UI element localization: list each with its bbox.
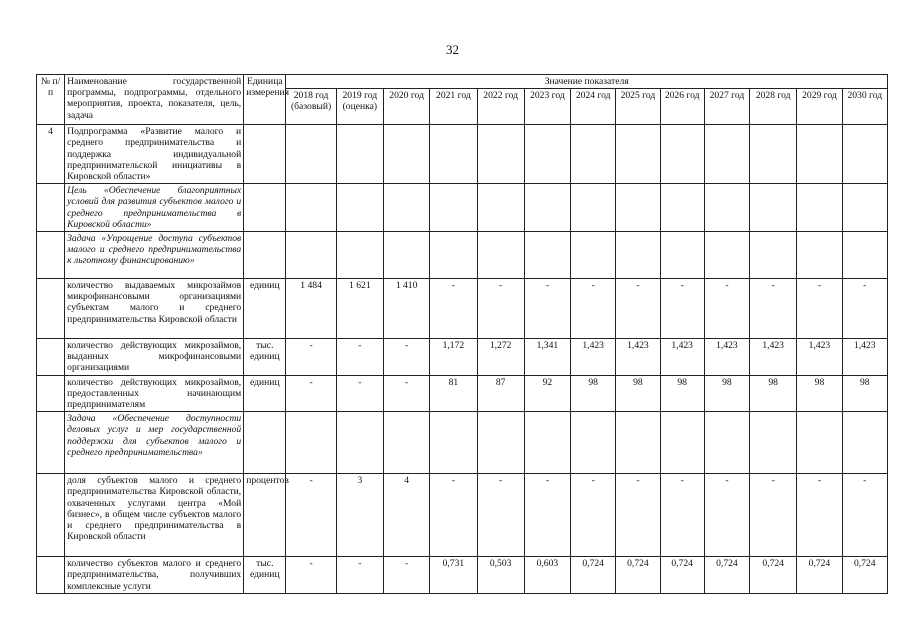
value-cell: - xyxy=(430,279,477,339)
value-cell: - xyxy=(750,474,797,557)
value-cell xyxy=(842,184,887,232)
value-cell: 98 xyxy=(616,375,660,412)
row-number xyxy=(37,474,65,557)
row-number: 4 xyxy=(37,125,65,184)
table-row xyxy=(37,232,888,279)
value-cell xyxy=(524,184,570,232)
value-cell xyxy=(660,412,704,474)
value-cell: 92 xyxy=(524,375,570,412)
value-cell: 1,423 xyxy=(660,339,704,376)
value-cell: 1,341 xyxy=(524,339,570,376)
value-cell: - xyxy=(571,279,616,339)
header-num: № п/п xyxy=(37,75,65,125)
value-cell: 1,423 xyxy=(750,339,797,376)
header-year: 2029 год xyxy=(797,89,842,125)
row-name: Подпрограмма «Развитие малого и среднего предпринимательства и поддержка индивидуальной предпринимательской инициативы в Кировской области» xyxy=(65,125,244,184)
row-unit xyxy=(244,232,286,279)
value-cell xyxy=(616,412,660,474)
row-name: доля субъектов малого и среднего предпринимательства Кировской области, охваченных услугами центра «Мой бизнес», в общем числе субъектов малого и среднего предпринимательства в Кировской области xyxy=(65,474,244,557)
value-cell xyxy=(797,125,842,184)
value-cell xyxy=(383,125,429,184)
header-year: 2025 год xyxy=(616,89,660,125)
value-cell xyxy=(750,412,797,474)
row-name: Задача «Обеспечение доступности деловых услуг и мер государственной поддержки для субъектов малого и среднего предпринимательства» xyxy=(65,412,244,474)
value-cell xyxy=(704,232,749,279)
row-number xyxy=(37,232,65,279)
value-cell xyxy=(704,412,749,474)
table-row xyxy=(37,375,888,412)
value-cell: 81 xyxy=(430,375,477,412)
table-row xyxy=(37,474,888,557)
value-cell xyxy=(383,412,429,474)
value-cell xyxy=(797,412,842,474)
value-cell xyxy=(571,184,616,232)
value-cell xyxy=(750,232,797,279)
value-cell: 1,172 xyxy=(430,339,477,376)
value-cell xyxy=(842,412,887,474)
row-unit: единиц xyxy=(244,279,286,339)
value-cell: - xyxy=(842,474,887,557)
value-cell xyxy=(750,125,797,184)
value-cell: - xyxy=(286,339,336,376)
value-cell: 0,724 xyxy=(616,557,660,594)
value-cell: - xyxy=(430,474,477,557)
value-cell: 0,724 xyxy=(704,557,749,594)
value-cell xyxy=(477,184,524,232)
value-cell: - xyxy=(477,474,524,557)
value-cell xyxy=(660,125,704,184)
value-cell: - xyxy=(524,279,570,339)
value-cell xyxy=(524,412,570,474)
value-cell xyxy=(616,232,660,279)
value-cell: - xyxy=(383,339,429,376)
row-unit xyxy=(244,412,286,474)
page-number: 32 xyxy=(446,42,459,57)
value-cell: 1 410 xyxy=(383,279,429,339)
value-cell: 0,603 xyxy=(524,557,570,594)
value-cell xyxy=(616,125,660,184)
value-cell xyxy=(430,232,477,279)
value-cell: 98 xyxy=(660,375,704,412)
value-cell: 1,272 xyxy=(477,339,524,376)
value-cell: 1,423 xyxy=(616,339,660,376)
header-year: 2018 год (базовый) xyxy=(286,89,336,125)
value-cell: 0,724 xyxy=(842,557,887,594)
value-cell: 0,724 xyxy=(797,557,842,594)
value-cell xyxy=(430,184,477,232)
value-cell: - xyxy=(286,557,336,594)
row-number xyxy=(37,184,65,232)
value-cell: 87 xyxy=(477,375,524,412)
value-cell: - xyxy=(660,279,704,339)
value-cell: - xyxy=(750,279,797,339)
header-year: 2026 год xyxy=(660,89,704,125)
value-cell: - xyxy=(797,474,842,557)
header-values-span: Значение показателя xyxy=(286,75,888,89)
value-cell xyxy=(524,125,570,184)
row-name: Цель «Обеспечение благоприятных условий для развития субъектов малого и среднего предпринимательства в Кировской области» xyxy=(65,184,244,232)
row-name: количество действующих микрозаймов, выданных микрофинансовыми организациями xyxy=(65,339,244,376)
value-cell: 98 xyxy=(842,375,887,412)
row-unit: тыс. единиц xyxy=(244,557,286,594)
value-cell xyxy=(750,184,797,232)
header-unit: Единица измерения xyxy=(244,75,286,125)
header-year: 2021 год xyxy=(430,89,477,125)
value-cell xyxy=(477,412,524,474)
value-cell xyxy=(336,412,383,474)
value-cell: - xyxy=(524,474,570,557)
value-cell xyxy=(797,232,842,279)
value-cell xyxy=(704,184,749,232)
row-unit: тыс. единиц xyxy=(244,339,286,376)
value-cell: 1,423 xyxy=(571,339,616,376)
row-unit: единиц xyxy=(244,375,286,412)
value-cell: - xyxy=(336,375,383,412)
value-cell xyxy=(336,232,383,279)
value-cell xyxy=(571,125,616,184)
value-cell xyxy=(286,125,336,184)
value-cell: - xyxy=(477,279,524,339)
row-unit xyxy=(244,184,286,232)
row-name: количество выдаваемых микрозаймов микрофинансовыми организациями субъектам малого и среднего предпринимательства Кировской области xyxy=(65,279,244,339)
row-number xyxy=(37,412,65,474)
value-cell: - xyxy=(842,279,887,339)
table-row xyxy=(37,412,888,474)
value-cell: 98 xyxy=(704,375,749,412)
value-cell xyxy=(842,232,887,279)
row-unit xyxy=(244,125,286,184)
value-cell: - xyxy=(336,339,383,376)
table-row xyxy=(37,279,888,339)
row-number xyxy=(37,375,65,412)
row-unit: процентов xyxy=(244,474,286,557)
value-cell: 1,423 xyxy=(704,339,749,376)
value-cell xyxy=(477,232,524,279)
header-year: 2030 год xyxy=(842,89,887,125)
value-cell xyxy=(336,125,383,184)
value-cell: 98 xyxy=(571,375,616,412)
value-cell xyxy=(430,412,477,474)
header-year: 2020 год xyxy=(383,89,429,125)
value-cell: - xyxy=(286,375,336,412)
row-number xyxy=(37,557,65,594)
value-cell: 0,503 xyxy=(477,557,524,594)
value-cell: - xyxy=(660,474,704,557)
value-cell: 1,423 xyxy=(842,339,887,376)
value-cell xyxy=(704,125,749,184)
header-year: 2024 год xyxy=(571,89,616,125)
value-cell: 1 484 xyxy=(286,279,336,339)
value-cell xyxy=(430,125,477,184)
header-year: 2019 год (оценка) xyxy=(336,89,383,125)
value-cell xyxy=(336,184,383,232)
value-cell xyxy=(286,232,336,279)
value-cell: 0,724 xyxy=(660,557,704,594)
value-cell xyxy=(660,232,704,279)
value-cell xyxy=(286,184,336,232)
header-year: 2028 год xyxy=(750,89,797,125)
row-name: Задача «Упрощение доступа субъектов малого и среднего предпринимательства к льготному финансированию» xyxy=(65,232,244,279)
value-cell xyxy=(616,184,660,232)
value-cell xyxy=(383,184,429,232)
value-cell: 0,731 xyxy=(430,557,477,594)
value-cell: 1 621 xyxy=(336,279,383,339)
value-cell: 3 xyxy=(336,474,383,557)
value-cell: - xyxy=(797,279,842,339)
value-cell: - xyxy=(336,557,383,594)
row-number xyxy=(37,339,65,376)
value-cell xyxy=(660,184,704,232)
value-cell: 98 xyxy=(750,375,797,412)
value-cell xyxy=(797,184,842,232)
row-number xyxy=(37,279,65,339)
value-cell: - xyxy=(704,279,749,339)
header-year: 2022 год xyxy=(477,89,524,125)
value-cell xyxy=(477,125,524,184)
value-cell xyxy=(286,412,336,474)
value-cell: - xyxy=(616,474,660,557)
table-row xyxy=(37,184,888,232)
value-cell xyxy=(383,232,429,279)
value-cell: 0,724 xyxy=(571,557,616,594)
value-cell: 0,724 xyxy=(750,557,797,594)
value-cell: - xyxy=(571,474,616,557)
value-cell: - xyxy=(616,279,660,339)
header-year: 2023 год xyxy=(524,89,570,125)
value-cell: - xyxy=(383,375,429,412)
value-cell xyxy=(571,412,616,474)
value-cell: 98 xyxy=(797,375,842,412)
value-cell: - xyxy=(286,474,336,557)
table-row xyxy=(37,339,888,376)
value-cell xyxy=(571,232,616,279)
header-name: Наименование государственной программы, подпрограммы, отдельного мероприятия, проекта, показателя, цель, задача xyxy=(65,75,244,125)
value-cell: 4 xyxy=(383,474,429,557)
value-cell xyxy=(524,232,570,279)
value-cell: 1,423 xyxy=(797,339,842,376)
value-cell: - xyxy=(383,557,429,594)
table-row xyxy=(37,125,888,184)
row-name: количество субъектов малого и среднего предпринимательства, получивших комплексные услуги xyxy=(65,557,244,594)
table-row xyxy=(37,557,888,594)
header-year: 2027 год xyxy=(704,89,749,125)
value-cell: - xyxy=(704,474,749,557)
row-name: количество действующих микрозаймов, предоставленных начинающим предпринимателям xyxy=(65,375,244,412)
value-cell xyxy=(842,125,887,184)
indicators-table xyxy=(36,74,888,594)
